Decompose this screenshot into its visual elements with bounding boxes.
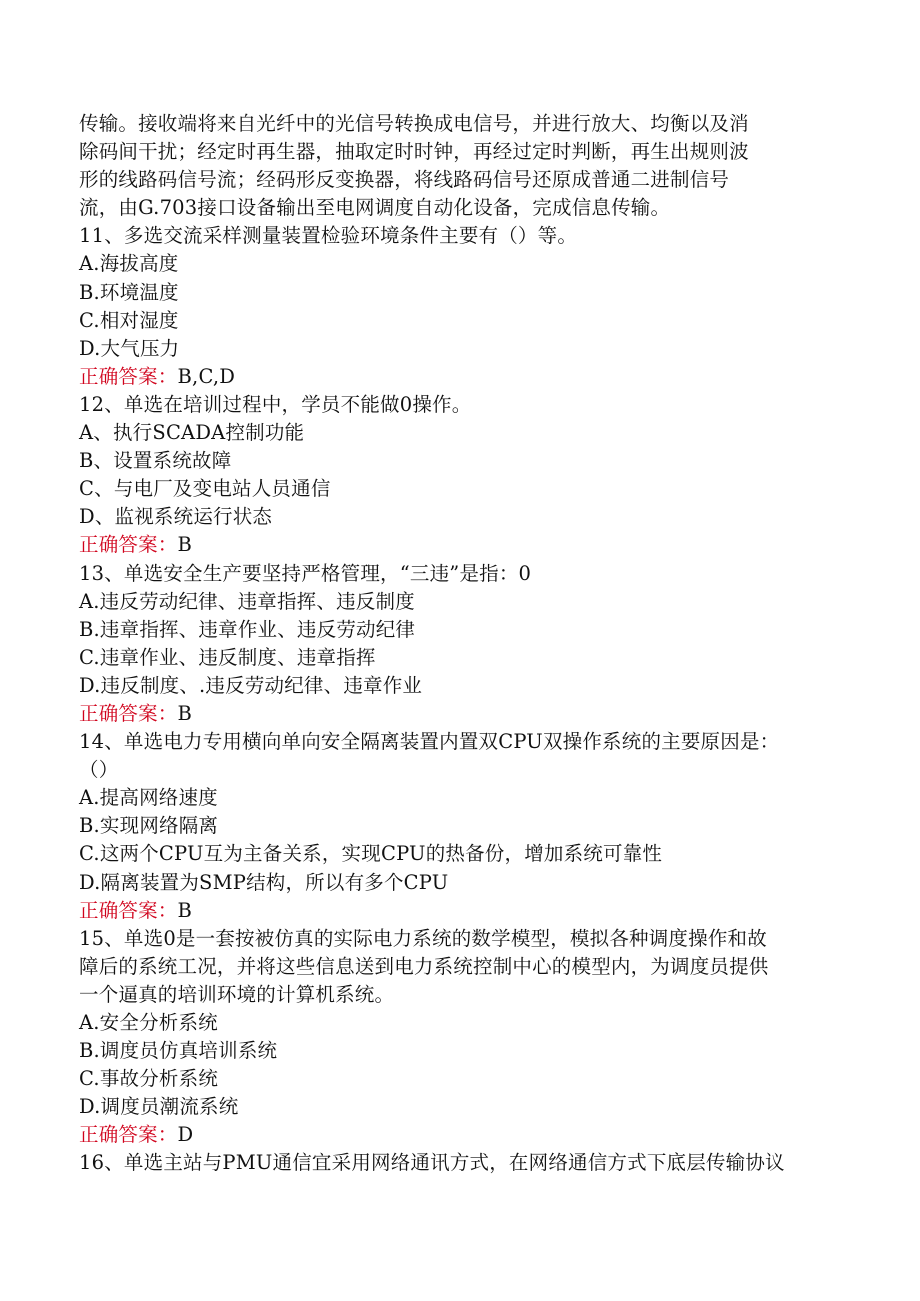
question-text: 13、单选安全生产要坚持严格管理，“三违”是指：0 [79, 561, 532, 585]
text-line: 形的线路码信号流；经码形反变换器，将线路码信号还原成普通二进制信号 [79, 168, 730, 192]
question-11 [79, 222, 849, 391]
question-text: 12、单选在培训过程中，学员不能做0操作。 [79, 392, 472, 416]
question-text: 15、单选0是一套按被仿真的实际电力系统的数学模型，模拟各种调度操作和故 [79, 926, 767, 950]
question-text: 14、单选电力专用横向单向安全隔离装置内置双CPU双操作系统的主要原因是： [79, 730, 780, 754]
option-c: C、与电厂及变电站人员通信 [79, 477, 331, 501]
option-b: B.环境温度 [79, 280, 179, 304]
option-a: A.提高网络速度 [79, 786, 218, 810]
question-text: 11、多选交流采样测量装置检验环境条件主要有（）等。 [79, 224, 578, 248]
option-d: D.隔离装置为SMP结构，所以有多个CPU [79, 870, 449, 894]
question-text-continued: （） [79, 758, 119, 782]
question-16 [79, 1149, 849, 1177]
question-text-continued: 障后的系统工况，并将这些信息送到电力系统控制中心的模型内，为调度员提供 [79, 954, 769, 978]
option-c: C.相对湿度 [79, 308, 179, 332]
answer-value: B [177, 898, 193, 922]
option-b: B、设置系统故障 [79, 449, 232, 473]
intro-paragraph [79, 110, 849, 222]
option-a: A.违反劳动纪律、违章指挥、违反制度 [79, 589, 415, 613]
option-b: B.调度员仿真培训系统 [79, 1039, 278, 1063]
answer-value: B [177, 533, 193, 557]
answer-value: B [177, 701, 193, 725]
correct-answer [79, 700, 849, 728]
answer-label: 正确答案： [79, 364, 178, 388]
option-d: D.大气压力 [79, 336, 180, 360]
question-14 [79, 728, 849, 925]
option-a: A.海拔高度 [79, 252, 179, 276]
text-line: 流，由G.703接口设备输出至电网调度自动化设备，完成信息传输。 [79, 196, 671, 220]
correct-answer [79, 363, 849, 391]
option-b: B.违章指挥、违章作业、违反劳动纪律 [79, 617, 416, 641]
answer-label: 正确答案： [79, 533, 178, 557]
answer-label: 正确答案： [79, 898, 178, 922]
option-d: D.调度员潮流系统 [79, 1095, 239, 1119]
question-13 [79, 560, 849, 729]
answer-label: 正确答案： [79, 701, 178, 725]
answer-label: 正确答案： [79, 1123, 178, 1147]
option-c: C.事故分析系统 [79, 1067, 219, 1091]
question-text: 16、单选主站与PMU通信宜采用网络通讯方式，在网络通信方式下底层传输协议 [79, 1151, 785, 1175]
answer-value: D [177, 1123, 194, 1147]
option-d: D、监视系统运行状态 [79, 505, 273, 529]
question-15 [79, 925, 849, 1150]
question-text-continued: 一个逼真的培训环境的计算机系统。 [79, 982, 395, 1006]
option-d: D.违反制度、.违反劳动纪律、违章作业 [79, 673, 423, 697]
option-c: C.这两个CPU互为主备关系，实现CPU的热备份，增加系统可靠性 [79, 842, 663, 866]
correct-answer [79, 1121, 849, 1149]
option-c: C.违章作业、违反制度、违章指挥 [79, 645, 376, 669]
document-body [79, 110, 849, 1178]
option-a: A、执行SCADA控制功能 [79, 421, 305, 445]
text-line: 除码间干扰；经定时再生器，抽取定时时钟，再经过定时判断，再生出规则波 [79, 140, 749, 164]
option-b: B.实现网络隔离 [79, 814, 219, 838]
answer-value: B,C,D [177, 364, 236, 388]
option-a: A.安全分析系统 [79, 1011, 218, 1034]
text-line: 传输。接收端将来自光纤中的光信号转换成电信号，并进行放大、均衡以及消 [79, 112, 749, 135]
question-12 [79, 391, 849, 560]
correct-answer [79, 897, 849, 925]
correct-answer [79, 531, 849, 559]
